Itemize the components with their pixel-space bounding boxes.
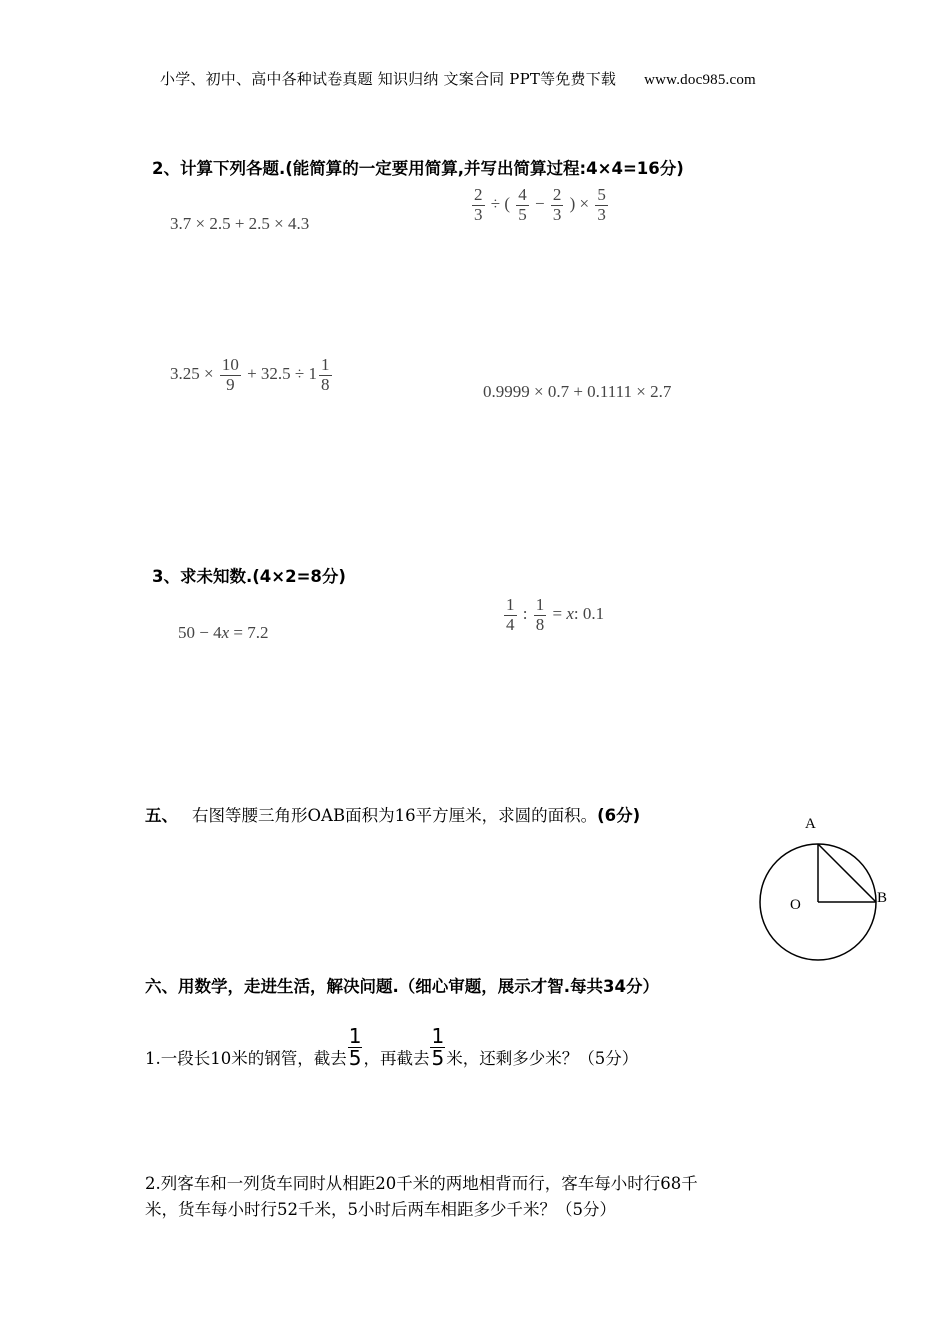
side-AB bbox=[818, 844, 876, 902]
section2-expr1: 3.7 × 2.5 + 2.5 × 4.3 bbox=[170, 214, 310, 233]
section2-expr3: 3.25 × $\frac{10}{9}$ + 32.5 ÷ 1 $\frac{1}{8}$ bbox=[170, 355, 330, 394]
section5-text: 右图等腰三角形OAB面积为16平方厘米，求圆的面积。(6分) bbox=[192, 806, 641, 825]
section3-expr1: 50 − 4x = 7.2 bbox=[178, 623, 269, 642]
point-label-B: B bbox=[877, 890, 888, 906]
section2-title: 2、计算下列各题.(能简算的一定要用简算,并写出简算过程:4×4=16分) bbox=[152, 159, 684, 178]
section5-label: 五、 bbox=[145, 806, 178, 825]
header-site: www.doc985.com bbox=[644, 72, 756, 88]
section3-title: 3、求未知数.(4×2=8分) bbox=[152, 567, 346, 586]
section2-expr2: $\frac{2}{3}$ ÷ ( $\frac{4}{5}$ − $\frac{2}{3}$ ) × $\frac{5}{3}$ bbox=[474, 185, 606, 224]
section6-q1: 1.一段长10米的钢管，截去 $\frac{1}{5}$ ，再截去 $\frac{1}{5}$ 米，还剩多少米？（5分） bbox=[145, 1024, 639, 1070]
page-header bbox=[160, 68, 756, 89]
section6-q2-line2: 米，货车每小时行52千米，5小时后两车相距多少千米？（5分） bbox=[145, 1200, 616, 1219]
point-label-O: O bbox=[790, 897, 801, 913]
header-text: 小学、初中、高中各种试卷真题 知识归纳 文案合同 PPT等免费下载 bbox=[160, 70, 617, 88]
section3-expr2: $\frac{1}{4}$ : $\frac{1}{8}$ = x: 0.1 bbox=[506, 595, 605, 634]
section2-expr4: 0.9999 × 0.7 + 0.1111 × 2.7 bbox=[483, 382, 672, 401]
section6-q2-line1: 2.列客车和一列货车同时从相距20千米的两地相背而行，客车每小时行68千 bbox=[145, 1174, 698, 1193]
section6-title: 六、用数学，走进生活，解决问题.（细心审题，展示才智.每共34分） bbox=[145, 977, 659, 996]
circle-triangle-figure bbox=[755, 810, 895, 970]
point-label-A: A bbox=[805, 816, 816, 832]
